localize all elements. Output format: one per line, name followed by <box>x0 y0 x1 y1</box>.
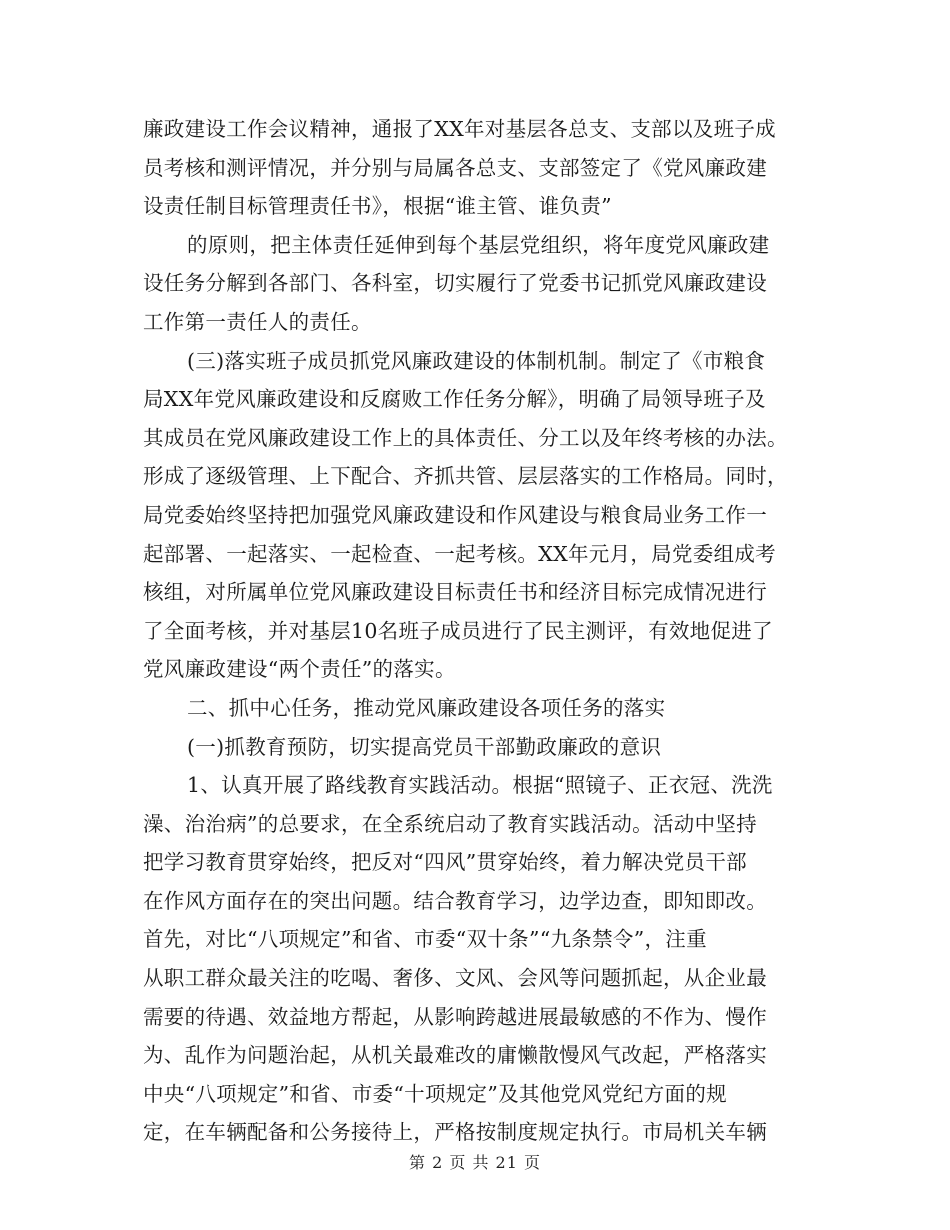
text-line: 首先，对比“八项规定”和省、市委“双十条”“九条禁令”，注重 <box>143 927 707 952</box>
document-body <box>143 110 811 1152</box>
text-line: 中央“八项规定”和省、市委“十项规定”及其他党风党纪方面的规 <box>143 1081 727 1106</box>
text-line: 二、抓中心任务，推动党风廉政建设各项任务的落实 <box>187 695 666 720</box>
text-line: 局XX年党风廉政建设和反腐败工作任务分解》，明确了局领导班子及 <box>143 387 766 412</box>
text-line: 澡、治治病”的总要求，在全系统启动了教育实践活动。活动中坚持 <box>143 811 757 836</box>
text-line: 为、乱作为问题治起，从机关最难改的庸懒散慢风气改起，严格落实 <box>143 1043 767 1068</box>
page-footer: 第 2 页 共 21 页 <box>409 1153 541 1172</box>
text-line: 起部署、一起落实、一起检查、一起考核。XX年元月，局党委组成考 <box>143 541 776 566</box>
text-line: 党风廉政建设“两个责任”的落实。 <box>143 657 456 682</box>
text-line: 设任务分解到各部门、各科室，切实履行了党委书记抓党风廉政建设 <box>143 271 767 296</box>
text-line: 形成了逐级管理、上下配合、齐抓共管、层层落实的工作格局。同时， <box>143 464 788 489</box>
text-line: (三)落实班子成员抓党风廉政建设的体制机制。制定了《市粮食 <box>187 348 766 373</box>
text-line: 核组，对所属单位党风廉政建设目标责任书和经济目标完成情况进行 <box>143 580 767 605</box>
text-line: 工作第一责任人的责任。 <box>143 309 372 334</box>
text-line: 廉政建设工作会议精神，通报了XX年对基层各总支、支部以及班子成 <box>143 117 776 141</box>
text-line: 员考核和测评情况，并分别与局属各总支、支部签定了《党风廉政建 <box>143 155 767 180</box>
text-line: 局党委始终坚持把加强党风廉政建设和作风建设与粮食局业务工作一 <box>143 502 767 527</box>
text-line: 其成员在党风廉政建设工作上的具体责任、分工以及年终考核的办法。 <box>143 425 788 450</box>
text-line: 从职工群众最关注的吃喝、奢侈、文风、会风等问题抓起，从企业最 <box>143 966 767 991</box>
text-line: 定，在车辆配备和公务接待上，严格按制度规定执行。市局机关车辆 <box>143 1120 767 1145</box>
text-line: 需要的待遇、效益地方帮起，从影响跨越进展最敏感的不作为、慢作 <box>143 1004 767 1029</box>
text-line: 1、认真开展了路线教育实践活动。根据“照镜子、正衣冠、洗洗 <box>187 773 773 798</box>
text-line: 在作风方面存在的突出问题。结合教育学习，边学边查，即知即改。 <box>143 888 767 913</box>
text-line: (一)抓教育预防，切实提高党员干部勤政廉政的意识 <box>187 734 662 759</box>
text-line: 把学习教育贯穿始终，把反对“四风”贯穿始终，着力解决党员干部 <box>143 850 747 875</box>
text-line: 设责任制目标管理责任书》，根据“谁主管、谁负责” <box>143 194 612 219</box>
text-line: 的原则，把主体责任延伸到每个基层党组织，将年度党风廉政建 <box>187 232 770 257</box>
text-line: 了全面考核，并对基层10名班子成员进行了民主测评，有效地促进了 <box>143 618 773 643</box>
